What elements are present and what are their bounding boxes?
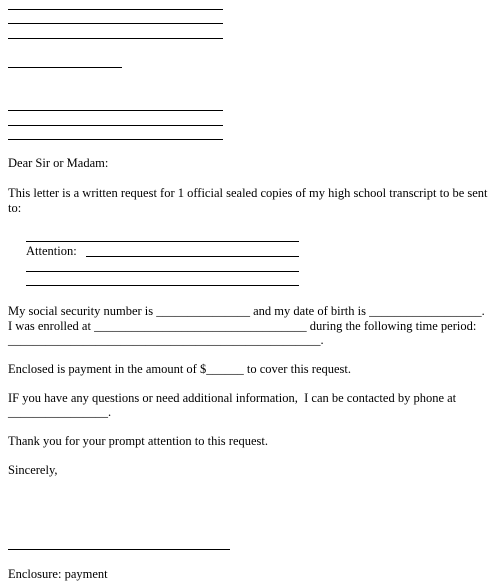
payment-line — [8, 363, 351, 376]
ssn-blank[interactable]: _______________ — [156, 304, 250, 318]
payment-blank[interactable]: ______ — [206, 362, 244, 376]
school-blank[interactable]: __________________________________ — [94, 319, 307, 333]
time-period-blank[interactable]: __________________________________________________. — [8, 333, 324, 347]
sender-address-line-1[interactable] — [8, 9, 223, 10]
sender-address-line-2[interactable] — [8, 23, 223, 24]
salutation: Dear Sir or Madam: — [8, 156, 109, 170]
dob-blank[interactable]: __________________. — [369, 304, 485, 318]
enclosure-text: Enclosure: payment — [8, 567, 108, 581]
date-line[interactable] — [8, 67, 122, 68]
recipient-address-line-2[interactable] — [8, 125, 223, 126]
payment-purpose: to cover this request. — [243, 362, 351, 376]
period-label: during the following time period: — [306, 319, 477, 333]
contact-text: IF you have any questions or need additional information, I can be contacted by phone at — [8, 391, 457, 405]
ssn-label: My social security number is — [8, 304, 157, 318]
ssn-dob-line — [8, 305, 485, 318]
thank-you-text: Thank you for your prompt attention to this request. — [8, 434, 269, 448]
enrollment-line — [8, 320, 476, 333]
recipient-address-line-1[interactable] — [8, 110, 223, 111]
attention-label: Attention: — [26, 244, 77, 258]
enrolled-label: I was enrolled at — [8, 319, 95, 333]
request-text-line-2: to: — [8, 201, 22, 215]
send-to-line-2[interactable] — [26, 271, 299, 272]
dob-label: and my date of birth is — [250, 304, 370, 318]
send-to-line-3[interactable] — [26, 285, 299, 286]
recipient-address-line-3[interactable] — [8, 139, 223, 140]
request-text-line-1: This letter is a written request for 1 official sealed copies of my high school transcript to be sent — [8, 186, 488, 200]
attention-line[interactable] — [86, 256, 299, 257]
sender-address-line-3[interactable] — [8, 38, 223, 39]
signature-line[interactable] — [8, 549, 230, 550]
send-to-line-1[interactable] — [26, 241, 299, 242]
payment-label: Enclosed is payment in the amount of $ — [8, 362, 207, 376]
phone-blank[interactable]: ________________. — [8, 405, 112, 419]
closing-text: Sincerely, — [8, 463, 58, 477]
